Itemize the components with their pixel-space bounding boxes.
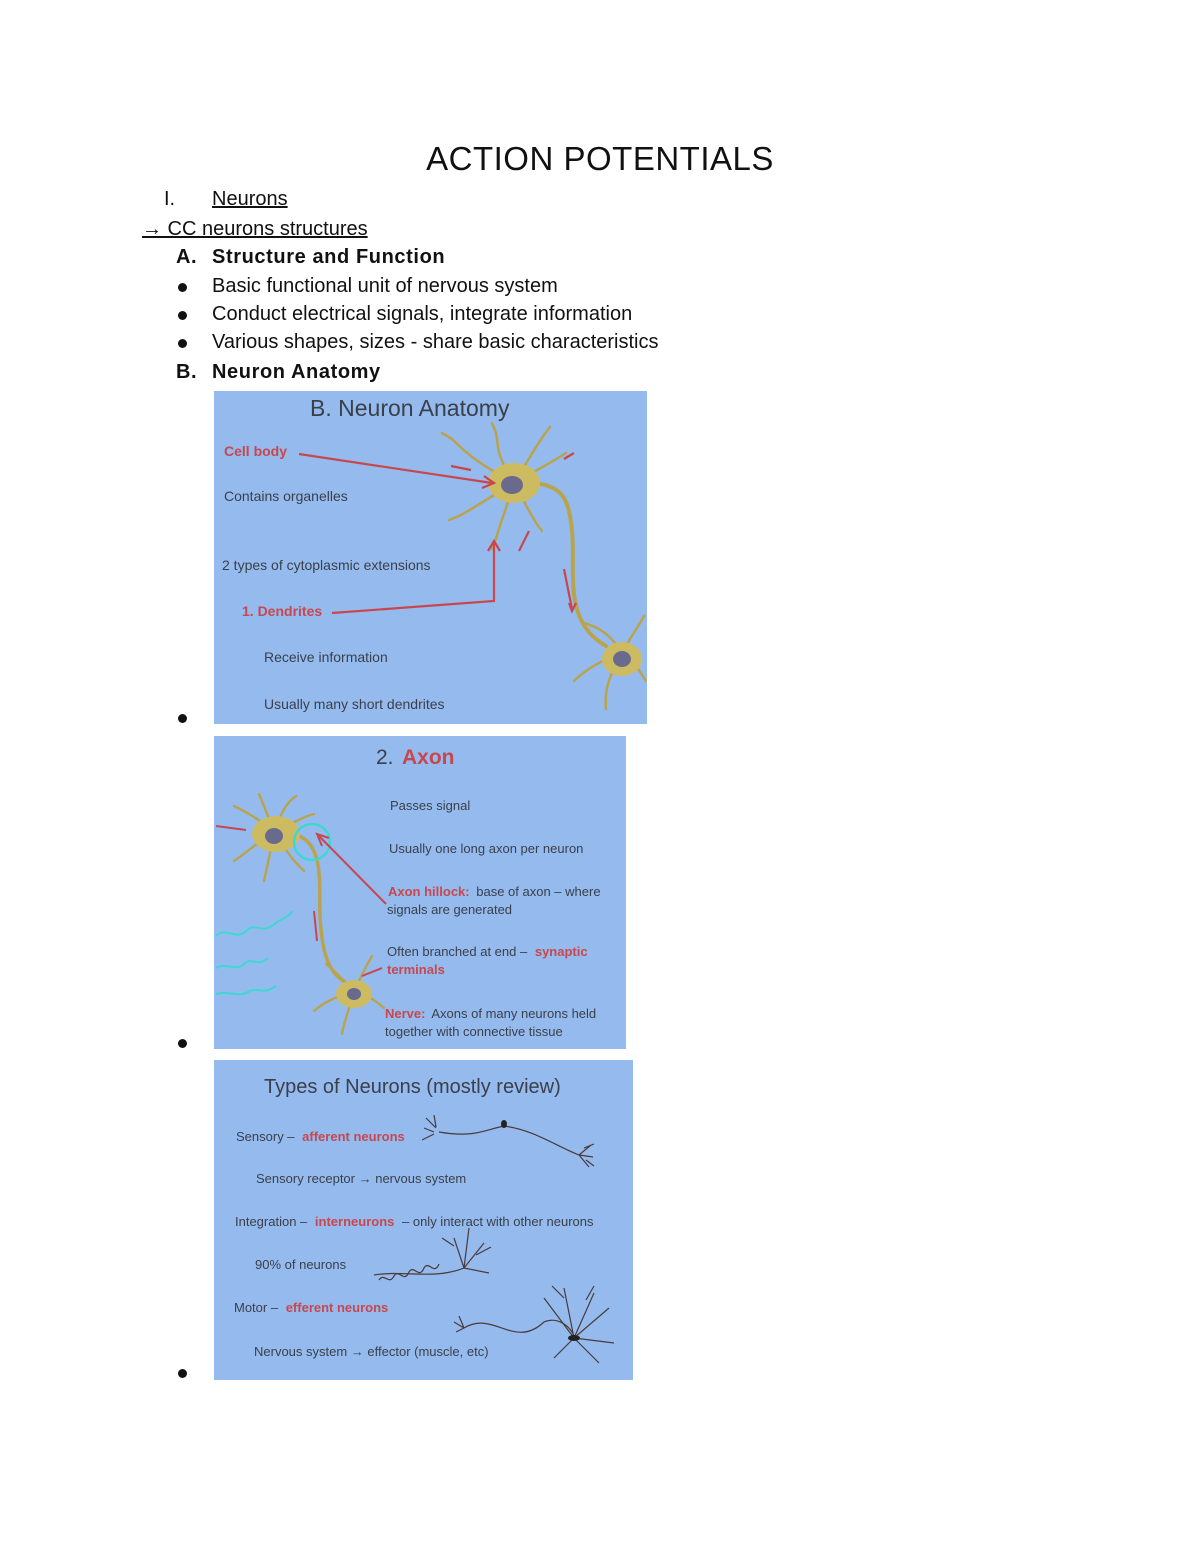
subsection-b-letter: B. — [176, 361, 198, 383]
bullet-text: Basic functional unit of nervous system — [212, 275, 558, 297]
bullet-icon — [178, 311, 187, 320]
section-title: Neurons — [212, 188, 288, 210]
one-long-text: Usually one long axon per neuron — [389, 841, 584, 856]
arrow-note: → CC neurons structures — [142, 218, 368, 240]
nerve-label: Nerve: — [385, 1006, 426, 1021]
integration-text: Integration – — [235, 1214, 308, 1229]
bullet-icon — [178, 339, 187, 348]
extensions-text: 2 types of cytoplasmic extensions — [222, 557, 431, 573]
synaptic-text: synaptic — [534, 944, 588, 959]
sensory-text: Sensory – — [236, 1129, 295, 1144]
sensory-line — [236, 1129, 405, 1144]
bullet-icon — [178, 1039, 187, 1048]
sensory-desc: Sensory receptor → nervous system — [256, 1171, 467, 1186]
slide-title-word: Axon — [402, 746, 455, 769]
motor-desc: Nervous system → effector (muscle, etc) — [254, 1344, 489, 1359]
axon-image — [214, 736, 626, 1049]
motor-text: Motor – — [234, 1300, 279, 1315]
nerve-rest: Axons of many neurons held — [431, 1006, 597, 1021]
subsection-a-title: Structure and Function — [212, 246, 446, 268]
subsection-b-title: Neuron Anatomy — [212, 361, 381, 383]
bullet-icon — [178, 283, 187, 292]
sensory-soma — [501, 1120, 507, 1128]
afferent-text: afferent neurons — [302, 1129, 405, 1144]
hillock-rest: base of axon – where — [476, 884, 601, 899]
motor-soma — [568, 1335, 580, 1341]
integration-rest: – only interact with other neurons — [402, 1214, 594, 1229]
axon-slide — [214, 736, 626, 1049]
nucleus-shape — [501, 476, 523, 494]
nerve-line-2: together with connective tissue — [385, 1024, 563, 1039]
nerve-line — [385, 1006, 596, 1021]
page-title: ACTION POTENTIALS — [426, 140, 774, 177]
branched-text: Often branched at end – — [387, 944, 528, 959]
dendrites-desc-text: Usually many short dendrites — [264, 696, 445, 712]
nucleus-shape-2 — [613, 651, 631, 667]
subsection-a-letter: A. — [176, 246, 198, 268]
efferent-text: efferent neurons — [285, 1300, 389, 1315]
slide-title: B. Neuron Anatomy — [310, 395, 510, 421]
section-numeral: I. — [164, 188, 176, 210]
receive-text: Receive information — [264, 649, 388, 665]
bullet-text: Conduct electrical signals, integrate information — [212, 303, 633, 325]
slide-title-number: 2. — [376, 746, 394, 769]
integration-line — [235, 1214, 594, 1229]
hillock-label: Axon hillock: — [388, 884, 470, 899]
terminals-text: terminals — [387, 962, 445, 977]
organelles-text: Contains organelles — [224, 488, 348, 504]
percent-text: 90% of neurons — [255, 1257, 347, 1272]
dendrites-label: 1. Dendrites — [242, 603, 323, 619]
interneurons-text: interneurons — [314, 1214, 395, 1229]
passes-text: Passes signal — [390, 798, 471, 813]
motor-line — [234, 1300, 388, 1315]
nucleus-shape-2 — [347, 988, 361, 1000]
cell-body-label: Cell body — [224, 443, 288, 459]
branched-line — [387, 944, 588, 959]
types-slide — [214, 1060, 633, 1380]
bullet-icon — [178, 1369, 187, 1378]
hillock-line — [388, 884, 601, 899]
neuron-anatomy-slide — [214, 391, 647, 724]
slide-title: Types of Neurons (mostly review) — [264, 1076, 561, 1098]
types-image — [214, 1060, 633, 1380]
hillock-line-2: signals are generated — [387, 902, 513, 917]
neuron-anatomy-image — [214, 391, 647, 724]
bullet-text: Various shapes, sizes - share basic characteristics — [212, 331, 659, 353]
nucleus-shape — [265, 828, 283, 844]
bullet-icon — [178, 714, 187, 723]
